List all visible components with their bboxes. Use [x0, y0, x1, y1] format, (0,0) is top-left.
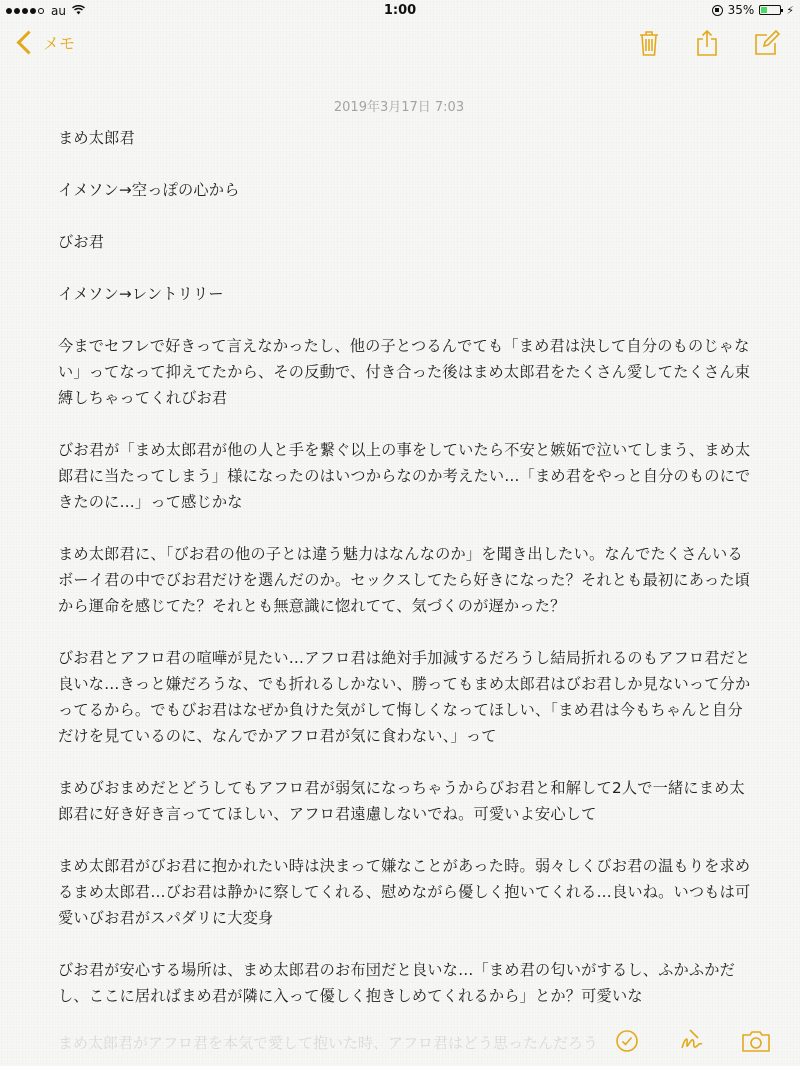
status-time: 1:00 — [383, 3, 417, 18]
note-paragraph: まめ太郎君がびお君に抱かれたい時は決まって嫌なことがあった時。弱々しくびお君の温もりを求めるまめ太郎君…びお君は静かに察してくれる、慰めながら優しく抱いてくれる…良いね。いつもは可愛いびお君がスパダリに大変身 — [58, 857, 751, 927]
battery-icon — [759, 5, 781, 15]
share-icon[interactable] — [692, 28, 722, 58]
back-chevron-icon — [16, 30, 40, 54]
status-right — [712, 3, 794, 17]
note-paragraph: まめ太郎君 — [58, 129, 135, 147]
compose-icon[interactable] — [752, 28, 782, 58]
note-paragraph: びお君が「まめ太郎君が他の人と手を繋ぐ以上の事をしていたら不安と嫉妬で泣いてしまう、まめ太郎君に当たってしまう」様になったのはいつからなのか考えたい…「まめ君をやっと自分のものにできたのに…」って感じかな — [58, 441, 751, 511]
battery-percent: 35% — [727, 3, 755, 17]
charging-bolt-icon: ⚡ — [786, 3, 794, 17]
trash-icon[interactable] — [634, 28, 664, 58]
handwriting-icon[interactable] — [676, 1026, 706, 1056]
note-faded-line: まめ太郎君がアフロ君を本気で愛して抱いた時、アフロ君はどう思ったんだろう — [58, 1034, 599, 1052]
rotation-lock-icon — [712, 5, 723, 16]
note-paragraph: びお君 — [58, 233, 105, 251]
status-bar — [0, 0, 800, 22]
note-paragraph: 今までセフレで好きって言えなかったし、他の子とつるんでても「まめ君は決して自分のものじゃない」ってなって抑えてたから、その反動で、付き合った後はまめ太郎君をたくさん愛してたくさん束縛しちゃってくれびお君 — [58, 337, 751, 407]
note-body[interactable] — [58, 96, 752, 1035]
note-paragraph: びお君とアフロ君の喧嘩が見たい…アフロ君は絶対手加減するだろうし結局折れるのもアフロ君だと良いな…きっと嫌だろうな、でも折れるしかない、勝ってもまめ太郎君はびお君しか見ないって分かってるから。でもびお君はなぜか負けた気がして悔しくなってほしい、「まめ君は今もちゃんと自分だけを見ているのに、なんでかアフロ君が気に食わない、」って — [58, 649, 751, 745]
battery-level-fill — [761, 7, 767, 13]
back-button[interactable] — [14, 31, 75, 54]
note-paragraph: びお君が安心する場所は、まめ太郎君のお布団だと良いな…「まめ君の匂いがするし、ふかふかだし、ここに居ればまめ君が隣に入って優しく抱きしめてくれるから」とか？可愛いな — [58, 961, 736, 1005]
navigation-bar — [0, 22, 800, 66]
note-paragraph: イメソン→レントリリー — [58, 285, 224, 303]
note-paragraph: まめ太郎君に、「びお君の他の子とは違う魅力はなんなのか」を聞き出したい。なんでたくさんいるボーイ君の中でびお君だけを選んだのか。セックスしてたら好きになった？それとも最初にあった頃から運命を感じてた？それとも無意識に惚れてて、気づくのが遅かった？ — [58, 545, 751, 615]
note-date: 2019年3月17日 7:03 — [333, 100, 465, 115]
carrier-label: au — [51, 4, 66, 18]
note-paragraph: イメソン→空っぽの心から — [58, 181, 240, 199]
back-button-label: メモ — [43, 34, 76, 53]
checklist-icon[interactable] — [612, 1026, 642, 1056]
camera-icon[interactable] — [740, 1026, 770, 1056]
note-paragraph: まめびおまめだとどうしてもアフロ君が弱気になっちゃうからびお君と和解して2人で一緒にまめ太郎君に好き好き言っててほしい、アフロ君遠慮しないでね。可愛いよ安心して — [58, 779, 745, 823]
bottom-toolbar — [0, 1018, 800, 1066]
